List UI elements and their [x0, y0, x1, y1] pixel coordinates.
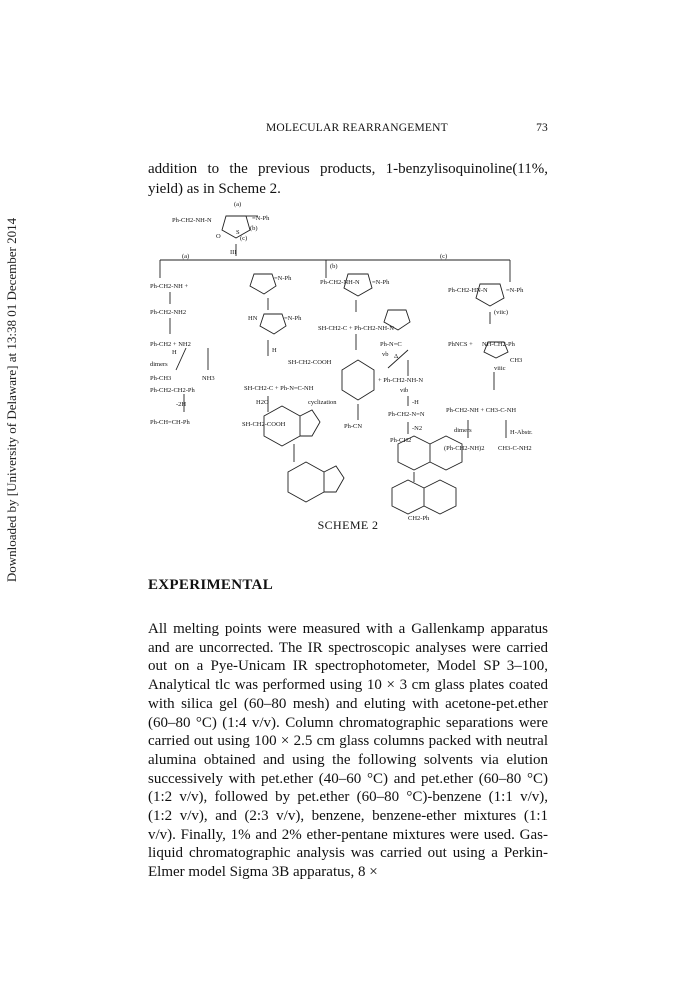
label-top-a: (a) — [234, 201, 242, 208]
label-m1: =N-Ph — [274, 275, 292, 282]
label-m8: cyclization — [308, 399, 337, 406]
label-r11: (Ph-CH2-NH)2 — [444, 445, 485, 452]
label-c13: CH2-Ph — [408, 515, 430, 520]
label-c1: Ph-CH2-NH-N — [320, 279, 360, 286]
label-c12: Ph-CN — [344, 423, 363, 430]
scheme-diagram — [148, 200, 548, 520]
label-r6: CH3 — [510, 357, 523, 364]
label-top-np: =N-Ph — [252, 215, 270, 222]
label-top-s: S — [236, 229, 240, 236]
page-number: 73 — [536, 122, 548, 134]
label-m2: HN — [248, 315, 258, 322]
label-r4: PhNCS + — [448, 341, 473, 348]
reaction-scheme — [148, 200, 548, 520]
label-branch-b: (b) — [330, 263, 338, 270]
experimental-heading: EXPERIMENTAL — [148, 577, 273, 593]
label-c6: + Ph-CH2-NH-N — [378, 377, 424, 384]
label-top-c: (c) — [240, 235, 248, 242]
label-r3: (viic) — [494, 309, 509, 316]
label-l6: NH3 — [202, 375, 215, 382]
label-l8: -2H — [176, 401, 187, 408]
label-m3: =N-Ph — [284, 315, 302, 322]
label-m6: H2O — [256, 399, 269, 406]
label-c3: SH-CH2-C + Ph-CH2-NH-N — [318, 325, 394, 332]
benzimidazole-ring-2 — [288, 462, 324, 502]
label-c11: Ph-CH2 — [390, 437, 412, 444]
label-l4: dimers — [150, 361, 168, 368]
label-r12: CH3-C-NH2 — [498, 445, 532, 452]
label-top-o: O — [216, 233, 221, 240]
label-r1: Ph-CH2-HN-N — [448, 287, 488, 294]
label-branch-a: (a) — [182, 253, 190, 260]
label-l2: Ph-CH2-NH2 — [150, 309, 187, 316]
label-r10: H-Abstr. — [510, 429, 533, 436]
experimental-paragraph: All melting points were measured with a Gallenkamp apparatus and are uncorrected. The IR spectroscopic analyses were carried out on a Pye-Unicam IR spectrophotometer, Model SP 3–100, Analytical tlc was performed using 10 × 3 cm glass plates coated with silica gel (60–80 mesh) and eluting with acetone-pet.ether (60–80 °C) (1:4 v/v). Column chromatographic separations were carried out using 100 × 2.5 cm glass columns packed with neutral alumina obtained and using the following solvents via elution successively with pet.ether (40–60 °C) and pet.ether (60–80 °C) (1:2 v/v), followed by pet.ether (60–80 °C)-benzene (1:1 v/v), (1:2 v/v), and (2:3 v/v), benzene, benzene-ether mixtures (1:1 v/v). Finally, 1% and 2% ether-pentane mixtures were used. Gas-liquid chromatographic analysis was carried out using a Perkin-Elmer model Sigma 3B apparatus, 8 × — [148, 621, 548, 881]
label-c2: =N-Ph — [372, 279, 390, 286]
label-l3: Ph-CH2 + NH2 — [150, 341, 191, 348]
label-r2: =N-Ph — [506, 287, 524, 294]
running-title: MOLECULAR REARRANGEMENT — [266, 122, 448, 134]
label-m5: SH-CH2-C + Ph-N=C-NH — [244, 385, 314, 392]
middle-left-ring — [250, 274, 276, 294]
label-top-b: (b) — [250, 225, 258, 232]
label-m7: SH-CH2-COOH — [242, 421, 286, 428]
label-c10: -N2 — [412, 425, 423, 432]
phenyl-ring — [342, 360, 374, 400]
label-r8: Ph-CH2-NH + CH3-C-NH — [446, 407, 517, 414]
label-top-formula: Ph-CH2-NH-N — [172, 217, 212, 224]
label-r9: dimers — [454, 427, 472, 434]
label-delta: Δ — [394, 353, 399, 360]
label-c9: Ph-CH2-N=N — [388, 411, 425, 418]
label-r7: viiic — [494, 365, 506, 372]
label-l1: Ph-CH2-NH + — [150, 283, 189, 290]
label-c5: vb — [382, 351, 389, 358]
label-branch-c: (c) — [440, 253, 448, 260]
label-l5: Ph-CH3 — [150, 375, 172, 382]
label-r5: NH-CH2-Ph — [482, 341, 515, 348]
label-c7: vib — [400, 387, 409, 394]
download-watermark: Downloaded by [University of Delaware] at 13:38 01 December 2014 — [4, 217, 19, 583]
label-c4: Ph-N=C — [380, 341, 402, 348]
label-h2: H — [272, 347, 277, 354]
isoquinoline-ring-2 — [392, 480, 424, 514]
label-m4: SH-CH2-COOH — [288, 359, 332, 366]
label-l7: Ph-CH2-CH2-Ph — [150, 387, 195, 394]
scheme-caption: SCHEME 2 — [317, 518, 379, 532]
label-h1: H — [172, 349, 177, 356]
middle-left-ring-2 — [260, 314, 286, 334]
label-l9: Ph-CH=CH-Ph — [150, 419, 190, 426]
intro-paragraph: addition to the previous products, 1-benzylisoquinoline(11%, yield) as in Scheme 2. — [148, 161, 548, 197]
label-c8: -H — [412, 399, 419, 406]
label-roman-iii: III — [230, 249, 237, 256]
